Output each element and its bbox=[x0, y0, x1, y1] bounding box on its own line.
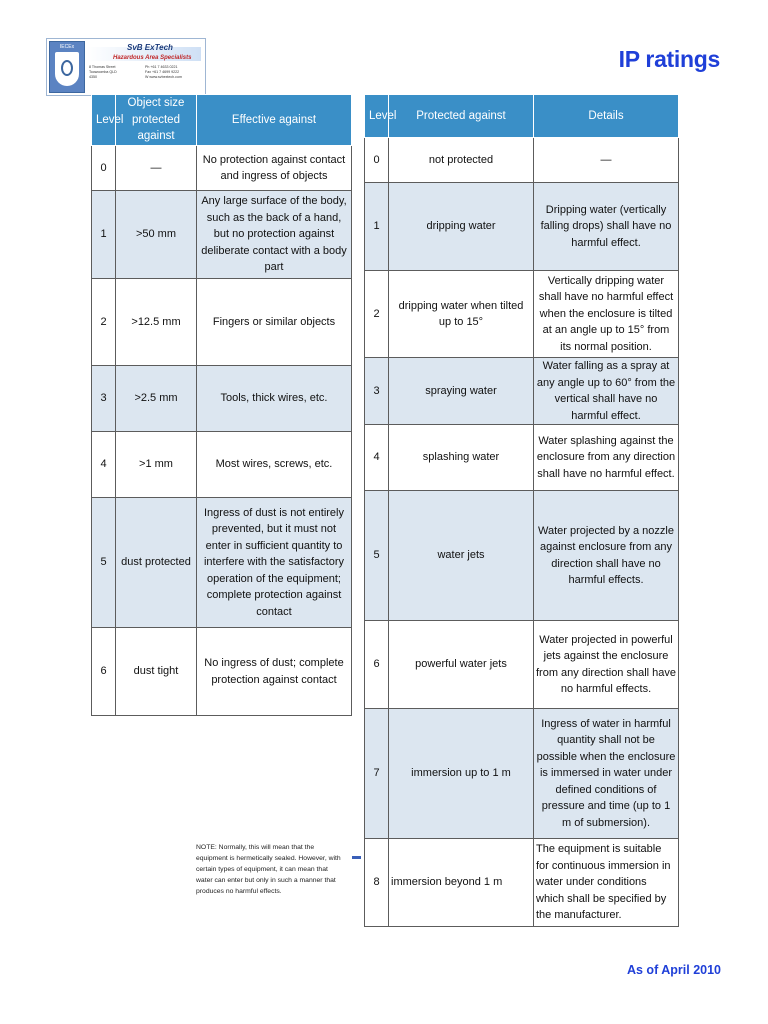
protected-cell: dripping water bbox=[389, 183, 534, 271]
protected-cell: not protected bbox=[389, 138, 534, 183]
level-cell: 2 bbox=[92, 279, 116, 366]
details-cell: Water projected in powerful jets against the enclosure from any direction shall have no harmful effects. bbox=[534, 621, 679, 709]
protected-cell: powerful water jets bbox=[389, 621, 534, 709]
level-cell: 6 bbox=[365, 621, 389, 709]
table-row bbox=[92, 191, 352, 279]
effective-cell: Ingress of dust is not entirely prevented, but it must not enter in sufficient quantity to interfere with the satisfactory operation of the equipment; complete protection against contact bbox=[197, 498, 352, 628]
header-level: Level bbox=[92, 95, 116, 146]
effective-cell: Tools, thick wires, etc. bbox=[197, 366, 352, 432]
header-protected-against: Protected against bbox=[389, 95, 534, 138]
table-row bbox=[365, 183, 679, 271]
table-row bbox=[365, 621, 679, 709]
level-cell: 5 bbox=[365, 491, 389, 621]
effective-cell: No ingress of dust; complete protection against contact bbox=[197, 628, 352, 716]
level-cell: 4 bbox=[92, 432, 116, 498]
protected-cell: dripping water when tilted up to 15° bbox=[389, 271, 534, 358]
details-cell: Water projected by a nozzle against enclosure from any direction shall have no harmful effects. bbox=[534, 491, 679, 621]
table-row bbox=[365, 271, 679, 358]
details-cell: — bbox=[534, 138, 679, 183]
table-header-row bbox=[365, 95, 679, 138]
effective-cell: No protection against contact and ingress of objects bbox=[197, 146, 352, 191]
effective-cell: Any large surface of the body, such as the back of a hand, but no protection against deliberate contact with a body part bbox=[197, 191, 352, 279]
details-cell: Ingress of water in harmful quantity shall not be possible when the enclosure is immersed in water under defined conditions of pressure and time (up to 1 m of submersion). bbox=[534, 709, 679, 839]
level-cell: 7 bbox=[365, 709, 389, 839]
level-cell: 6 bbox=[92, 628, 116, 716]
table-row bbox=[365, 839, 679, 927]
size-cell: >50 mm bbox=[116, 191, 197, 279]
effective-cell: Fingers or similar objects bbox=[197, 279, 352, 366]
size-cell: dust tight bbox=[116, 628, 197, 716]
size-cell: — bbox=[116, 146, 197, 191]
level-cell: 3 bbox=[92, 366, 116, 432]
logo-contact: Ph +61 7 4633 0221 Fax +61 7 4699 9222 W www.svbextech.com bbox=[145, 65, 182, 79]
size-cell: dust protected bbox=[116, 498, 197, 628]
table-row bbox=[92, 628, 352, 716]
header-details: Details bbox=[534, 95, 679, 138]
level-cell: 1 bbox=[365, 183, 389, 271]
protected-cell: water jets bbox=[389, 491, 534, 621]
level-cell: 0 bbox=[365, 138, 389, 183]
dash-marker-icon bbox=[352, 856, 361, 859]
details-cell: Water falling as a spray at any angle up to 60° from the vertical shall have no harmful effect. bbox=[534, 358, 679, 425]
page-title: IP ratings bbox=[618, 46, 720, 72]
size-cell: >12.5 mm bbox=[116, 279, 197, 366]
table-row bbox=[92, 146, 352, 191]
logo-address: 8 Thomas Street Toowoomba QLD 4350 bbox=[89, 65, 117, 79]
level-cell: 3 bbox=[365, 358, 389, 425]
table-header-row bbox=[92, 95, 352, 146]
protected-cell: immersion up to 1 m bbox=[389, 709, 534, 839]
header-level: Level bbox=[365, 95, 389, 138]
details-cell: Vertically dripping water shall have no harmful effect when the enclosure is tilted at an angle up to 15° from its normal position. bbox=[534, 271, 679, 358]
table-row bbox=[92, 432, 352, 498]
details-cell: The equipment is suitable for continuous immersion in water under conditions which shall be specified by the manufacturer. bbox=[534, 839, 679, 927]
table-row bbox=[92, 366, 352, 432]
level-cell: 8 bbox=[365, 839, 389, 927]
level-cell: 5 bbox=[92, 498, 116, 628]
level-cell: 4 bbox=[365, 425, 389, 491]
level-cell: 1 bbox=[92, 191, 116, 279]
table-row bbox=[365, 358, 679, 425]
table-row bbox=[92, 498, 352, 628]
details-cell: Water splashing against the enclosure from any direction shall have no harmful effect. bbox=[534, 425, 679, 491]
table-row bbox=[92, 279, 352, 366]
shield-icon bbox=[49, 41, 85, 93]
logo-brand: SvB ExTech bbox=[127, 43, 173, 52]
logo-tagline: Hazardous Area Specialists bbox=[113, 55, 192, 61]
size-cell: >1 mm bbox=[116, 432, 197, 498]
size-cell: >2.5 mm bbox=[116, 366, 197, 432]
effective-cell: Most wires, screws, etc. bbox=[197, 432, 352, 498]
logo-small-text: IECEx bbox=[59, 44, 75, 50]
protected-cell: spraying water bbox=[389, 358, 534, 425]
header-effective-against: Effective against bbox=[197, 95, 352, 146]
details-cell: Dripping water (vertically falling drops) shall have no harmful effect. bbox=[534, 183, 679, 271]
footer-date: As of April 2010 bbox=[626, 963, 721, 977]
footnote: NOTE: Normally, this will mean that the equipment is hermetically sealed. However, with certain types of equipment, it can mean that water can enter but only in such a manner that produces no harmful effects. bbox=[196, 844, 341, 895]
solid-protection-table bbox=[91, 94, 352, 716]
header-object-size: Object size protected against bbox=[116, 95, 197, 146]
protected-cell: splashing water bbox=[389, 425, 534, 491]
table-row bbox=[365, 491, 679, 621]
level-cell: 2 bbox=[365, 271, 389, 358]
company-logo bbox=[46, 38, 206, 96]
table-row bbox=[365, 138, 679, 183]
level-cell: 0 bbox=[92, 146, 116, 191]
liquid-protection-table bbox=[364, 94, 679, 927]
protected-cell: immersion beyond 1 m bbox=[389, 839, 534, 927]
table-row bbox=[365, 425, 679, 491]
table-row bbox=[365, 709, 679, 839]
